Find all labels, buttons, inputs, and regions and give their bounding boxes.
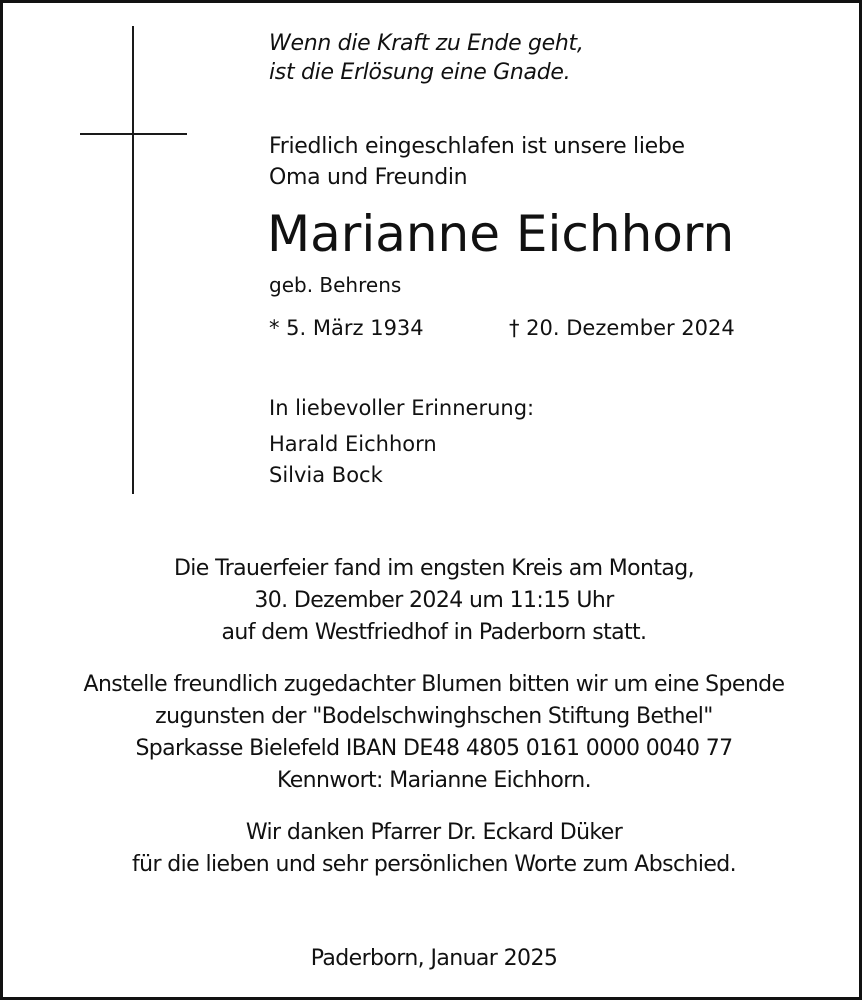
mourners-label: In liebevoller Erinnerung:	[269, 396, 535, 420]
place-date: Paderborn, Januar 2025	[310, 946, 558, 971]
life-dates	[269, 313, 735, 343]
thanks-line: Wir danken Pfarrer Dr. Eckard Düker	[245, 820, 623, 845]
intro-line: Oma und Freundin	[269, 165, 468, 190]
motto-quote	[269, 29, 584, 87]
donation-line: Anstelle freundlich zugedachter Blumen bitten wir um eine Spende	[83, 672, 785, 697]
mourners-list	[269, 429, 437, 491]
thanks-line: für die lieben und sehr persönlichen Worte zum Abschied.	[131, 852, 737, 877]
motto-line: Wenn die Kraft zu Ende geht,	[269, 31, 584, 56]
intro-line: Friedlich eingeschlafen ist unsere liebe	[269, 134, 685, 159]
ceremony-line: auf dem Westfriedhof in Paderborn statt.	[221, 620, 647, 645]
mourner-name: Silvia Bock	[269, 463, 383, 487]
deceased-name: Marianne Eichhorn	[267, 205, 735, 263]
ceremony-line: 30. Dezember 2024 um 11:15 Uhr	[254, 588, 614, 613]
thanks-note	[3, 817, 862, 881]
cross-icon-horizontal-bar	[80, 133, 187, 135]
ceremony-info	[3, 553, 862, 649]
donation-line: Kennwort: Marianne Eichhorn.	[276, 768, 592, 793]
donation-info	[3, 669, 862, 797]
birth-name: geb. Behrens	[269, 273, 402, 297]
cross-icon-vertical-bar	[132, 26, 134, 494]
death-date: † 20. Dezember 2024	[509, 316, 735, 340]
donation-line: zugunsten der "Bodelschwinghschen Stiftung Bethel"	[155, 704, 713, 729]
mourner-name: Harald Eichhorn	[269, 432, 437, 456]
motto-line: ist die Erlösung eine Gnade.	[269, 60, 571, 85]
donation-line: Sparkasse Bielefeld IBAN DE48 4805 0161 0000 0040 77	[135, 736, 733, 761]
intro-text	[269, 131, 685, 193]
ceremony-line: Die Trauerfeier fand im engsten Kreis am Montag,	[173, 556, 695, 581]
birth-date: * 5. März 1934	[269, 316, 424, 340]
